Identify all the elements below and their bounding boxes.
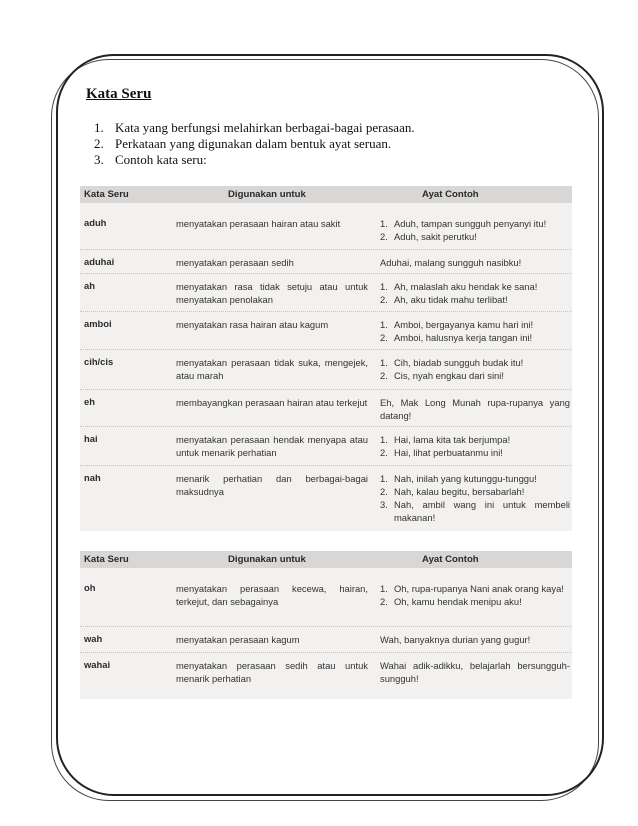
header-ayat-contoh: Ayat Contoh bbox=[422, 189, 479, 200]
example-cell bbox=[380, 280, 570, 306]
row-separator bbox=[80, 465, 572, 466]
usage-cell: menyatakan perasaan kagum bbox=[176, 634, 300, 645]
example-cell bbox=[380, 472, 570, 524]
example-number: 3. bbox=[380, 499, 388, 510]
usage-cell: menyatakan rasa hairan atau kagum bbox=[176, 319, 329, 330]
example-text: Cis, nyah engkau dari sini! bbox=[394, 370, 504, 381]
usage-cell: menarik perhatian dan berbagai-bagai maksudnya bbox=[176, 473, 368, 497]
example-sentence bbox=[380, 217, 570, 230]
example-text: Ah, aku tidak mahu terlibat! bbox=[394, 294, 508, 305]
example-number: 2. bbox=[380, 332, 388, 343]
example-text: Hai, lihat perbuatanmu ini! bbox=[394, 447, 503, 458]
definition-list bbox=[94, 120, 415, 168]
example-text: Aduhai, malang sungguh nasibku! bbox=[380, 257, 522, 268]
example-number: 1. bbox=[380, 357, 388, 368]
interjection-table-2 bbox=[80, 551, 572, 699]
kata-seru-cell: aduhai bbox=[84, 256, 115, 267]
header-digunakan-untuk: Digunakan untuk bbox=[228, 189, 306, 200]
list-item: 1. Kata yang berfungsi melahirkan berbagai-bagai perasaan. bbox=[94, 120, 415, 135]
example-number: 2. bbox=[380, 370, 388, 381]
example-text: Eh, Mak Long Munah rupa-rupanya yang datang! bbox=[380, 397, 570, 421]
example-text: Hai, lama kita tak berjumpa! bbox=[394, 434, 511, 445]
list-item: 2. Perkataan yang digunakan dalam bentuk ayat seruan. bbox=[94, 136, 392, 151]
example-number: 1. bbox=[380, 319, 388, 330]
example-sentence bbox=[380, 633, 570, 646]
kata-seru-cell: hai bbox=[84, 433, 98, 444]
example-cell bbox=[380, 633, 570, 646]
example-sentence bbox=[380, 446, 570, 459]
row-separator bbox=[80, 349, 572, 350]
example-sentence bbox=[380, 582, 570, 595]
example-cell bbox=[380, 582, 570, 608]
example-sentence bbox=[380, 498, 570, 524]
row-separator bbox=[80, 249, 572, 250]
row-separator bbox=[80, 273, 572, 274]
usage-cell: membayangkan perasaan hairan atau terkejut bbox=[176, 397, 368, 408]
row-separator bbox=[80, 389, 572, 390]
kata-seru-cell: oh bbox=[84, 582, 96, 593]
usage-cell: menyatakan perasaan tidak suka, mengejek, atau marah bbox=[176, 357, 368, 381]
example-text: Wahai adik-adikku, belajarlah bersungguh-sungguh! bbox=[380, 660, 570, 684]
example-text: Oh, rupa-rupanya Nani anak orang kaya! bbox=[394, 583, 564, 594]
example-text: Aduh, sakit perutku! bbox=[394, 231, 477, 242]
example-text: Wah, banyaknya durian yang gugur! bbox=[380, 634, 531, 645]
example-cell bbox=[380, 318, 570, 344]
header-ayat-contoh: Ayat Contoh bbox=[422, 554, 479, 565]
example-sentence bbox=[380, 356, 570, 369]
example-number: 2. bbox=[380, 596, 388, 607]
example-text: Oh, kamu hendak menipu aku! bbox=[394, 596, 522, 607]
example-sentence bbox=[380, 369, 570, 382]
example-sentence bbox=[380, 595, 570, 608]
example-sentence bbox=[380, 293, 570, 306]
example-cell bbox=[380, 356, 570, 382]
example-cell bbox=[380, 659, 570, 685]
example-cell bbox=[380, 396, 570, 422]
list-item: 3. Contoh kata seru: bbox=[94, 152, 207, 167]
example-sentence bbox=[380, 433, 570, 446]
example-cell bbox=[380, 256, 570, 269]
example-number: 2. bbox=[380, 447, 388, 458]
kata-seru-cell: eh bbox=[84, 396, 95, 407]
example-sentence bbox=[380, 318, 570, 331]
example-cell bbox=[380, 217, 570, 243]
example-sentence bbox=[380, 396, 570, 422]
example-number: 1. bbox=[380, 434, 388, 445]
kata-seru-cell: cih/cis bbox=[84, 356, 114, 367]
kata-seru-cell: aduh bbox=[84, 217, 107, 228]
example-text: Ah, malaslah aku hendak ke sana! bbox=[394, 281, 538, 292]
example-number: 1. bbox=[380, 281, 388, 292]
example-number: 2. bbox=[380, 294, 388, 305]
example-text: Nah, inilah yang kutunggu-tunggu! bbox=[394, 473, 537, 484]
example-number: 1. bbox=[380, 218, 388, 229]
example-text: Nah, kalau begitu, bersabarlah! bbox=[394, 486, 525, 497]
example-text: Amboi, bergayanya kamu hari ini! bbox=[394, 319, 534, 330]
example-sentence bbox=[380, 280, 570, 293]
example-sentence bbox=[380, 485, 570, 498]
interjection-table-1 bbox=[80, 186, 572, 531]
usage-cell: menyatakan perasaan hendak menyapa atau untuk menarik perhatian bbox=[176, 434, 368, 458]
example-cell bbox=[380, 433, 570, 459]
example-number: 1. bbox=[380, 473, 388, 484]
header-digunakan-untuk: Digunakan untuk bbox=[228, 554, 306, 565]
example-sentence bbox=[380, 256, 570, 269]
usage-cell: menyatakan rasa tidak setuju atau untuk menyatakan penolakan bbox=[176, 281, 368, 305]
row-separator bbox=[80, 311, 572, 312]
kata-seru-cell: wah bbox=[84, 633, 103, 644]
example-sentence bbox=[380, 331, 570, 344]
table-header bbox=[80, 186, 572, 203]
row-separator bbox=[80, 426, 572, 427]
kata-seru-cell: wahai bbox=[84, 659, 111, 670]
usage-cell: menyatakan perasaan sedih bbox=[176, 257, 294, 268]
table-header bbox=[80, 551, 572, 568]
row-separator bbox=[80, 626, 572, 627]
example-text: Cih, biadab sungguh budak itu! bbox=[394, 357, 524, 368]
header-kata-seru: Kata Seru bbox=[84, 189, 129, 200]
example-text: Aduh, tampan sungguh penyanyi itu! bbox=[394, 218, 547, 229]
example-number: 2. bbox=[380, 486, 388, 497]
example-number: 2. bbox=[380, 231, 388, 242]
example-number: 1. bbox=[380, 583, 388, 594]
usage-cell: menyatakan perasaan kecewa, hairan, terkejut, dan sebagainya bbox=[176, 583, 368, 607]
kata-seru-cell: amboi bbox=[84, 318, 112, 329]
example-sentence bbox=[380, 472, 570, 485]
example-text: Nah, ambil wang ini untuk membeli makanan! bbox=[394, 499, 570, 523]
usage-cell: menyatakan perasaan sedih atau untuk menarik perhatian bbox=[176, 660, 368, 684]
kata-seru-cell: nah bbox=[84, 472, 101, 483]
usage-cell: menyatakan perasaan hairan atau sakit bbox=[176, 218, 341, 229]
kata-seru-cell: ah bbox=[84, 280, 95, 291]
header-kata-seru: Kata Seru bbox=[84, 554, 129, 565]
example-text: Amboi, halusnya kerja tangan ini! bbox=[394, 332, 533, 343]
example-sentence bbox=[380, 659, 570, 685]
example-sentence bbox=[380, 230, 570, 243]
row-separator bbox=[80, 652, 572, 653]
page-title: Kata Seru bbox=[86, 86, 152, 102]
